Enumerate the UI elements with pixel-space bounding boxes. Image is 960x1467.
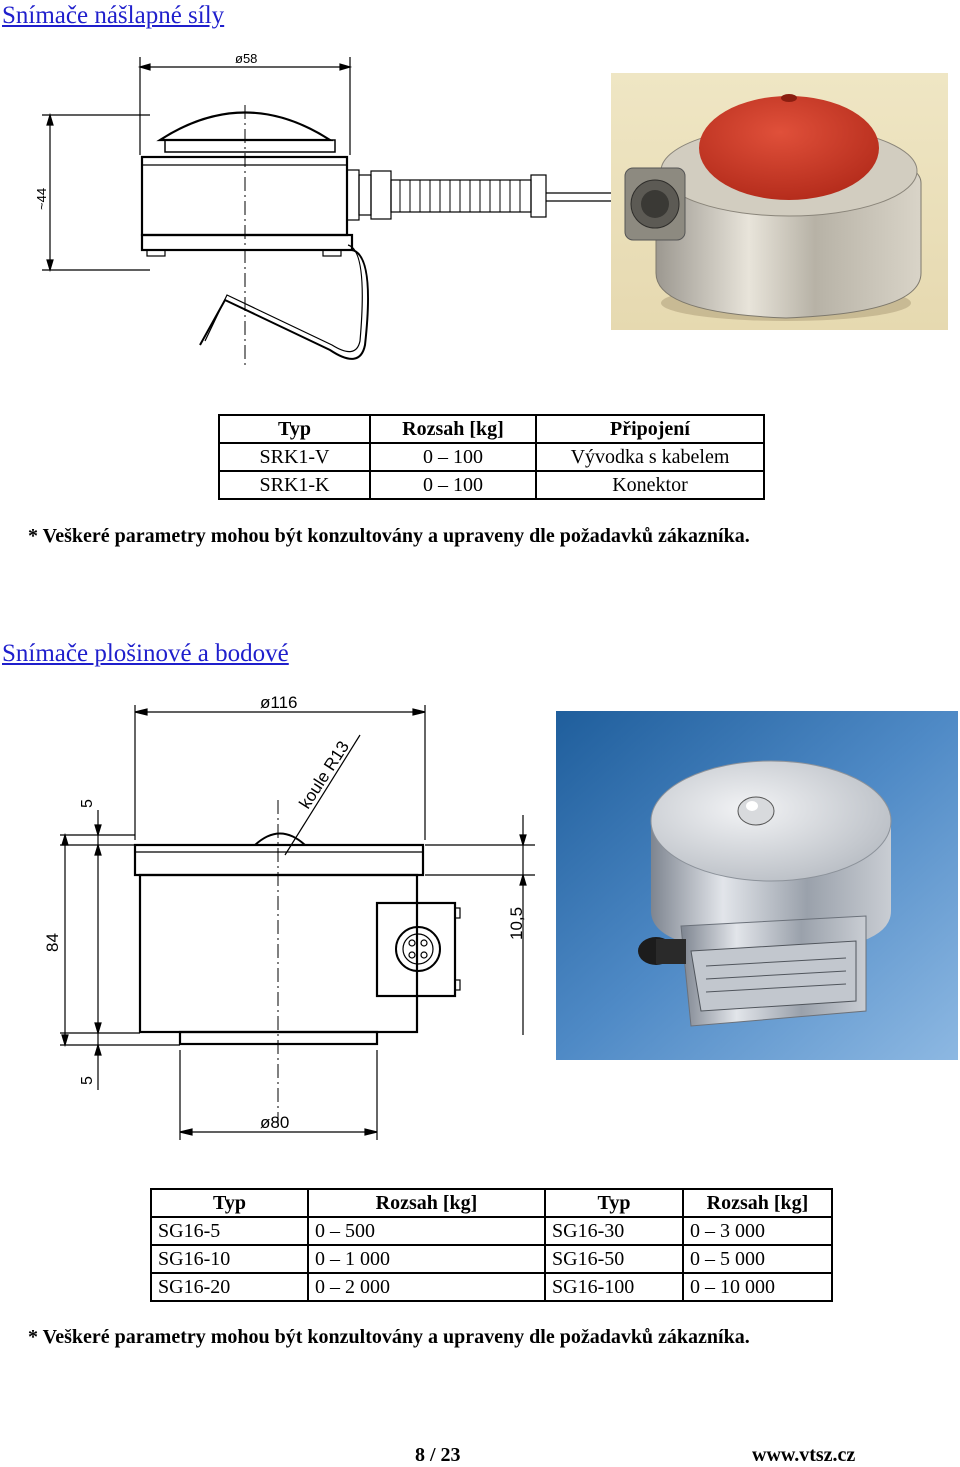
table-header: Rozsah [kg] [683, 1189, 832, 1217]
table-row [151, 1273, 832, 1301]
table-header: Rozsah [kg] [308, 1189, 545, 1217]
table-header-row [151, 1189, 832, 1217]
table-header: Typ [219, 415, 370, 443]
dim-bottom-diameter-label: ø80 [260, 1113, 290, 1132]
table-cell: SG16-5 [151, 1217, 308, 1245]
table-cell: Vývodka s kabelem [536, 443, 764, 471]
table-cell: 0 – 10 000 [683, 1273, 832, 1301]
table-header: Připojení [536, 415, 764, 443]
technical-drawing-sg16 [40, 690, 540, 1145]
table-cell: SRK1-K [219, 471, 370, 499]
table-row [219, 443, 764, 471]
product-photo-srk1 [611, 73, 948, 330]
table-header: Typ [545, 1189, 683, 1217]
table-header: Rozsah [kg] [370, 415, 536, 443]
sensor-table-srk1 [218, 414, 765, 500]
table-cell: 0 – 5 000 [683, 1245, 832, 1273]
table-cell: SRK1-V [219, 443, 370, 471]
sensor-table-sg16 [150, 1188, 833, 1302]
dim-right-label: 10,5 [507, 906, 526, 940]
page-number: 8 / 23 [415, 1444, 461, 1466]
dim-bottom-5-label: 5 [79, 1076, 96, 1085]
table-cell: SG16-50 [545, 1245, 683, 1273]
technical-drawing-srk1 [30, 45, 620, 375]
section-heading-force-sensors: Snímače nášlapné síly [2, 2, 225, 29]
parameters-note: * Veškeré parametry mohou být konzultovány a upraveny dle požadavků zákazníka. [28, 1326, 750, 1348]
table-cell: 0 – 3 000 [683, 1217, 832, 1245]
table-cell: SG16-10 [151, 1245, 308, 1273]
section-heading-platform-sensors: Snímače plošinové a bodové [2, 640, 289, 667]
table-header: Typ [151, 1189, 308, 1217]
dim-ball-label: koule R13 [295, 737, 354, 813]
table-cell: 0 – 2 000 [308, 1273, 545, 1301]
table-row [219, 471, 764, 499]
dim-height-label: ~44 [34, 187, 49, 210]
product-photo-sg16 [556, 711, 958, 1060]
website-link[interactable]: www.vtsz.cz [752, 1444, 856, 1466]
dim-top-5-label: 5 [79, 799, 96, 808]
dim-top-diameter-label: ø116 [260, 693, 298, 712]
parameters-note: * Veškeré parametry mohou být konzultovány a upraveny dle požadavků zákazníka. [28, 525, 750, 547]
table-cell: SG16-20 [151, 1273, 308, 1301]
table-cell: Konektor [536, 471, 764, 499]
table-cell: SG16-30 [545, 1217, 683, 1245]
table-cell: 0 – 100 [370, 471, 536, 499]
table-row [151, 1217, 832, 1245]
table-cell: SG16-100 [545, 1273, 683, 1301]
dim-height-label: 84 [43, 933, 62, 952]
dim-diameter-label: ø58 [235, 51, 258, 66]
table-cell: 0 – 100 [370, 443, 536, 471]
table-header-row [219, 415, 764, 443]
table-row [151, 1245, 832, 1273]
table-cell: 0 – 1 000 [308, 1245, 545, 1273]
table-cell: 0 – 500 [308, 1217, 545, 1245]
